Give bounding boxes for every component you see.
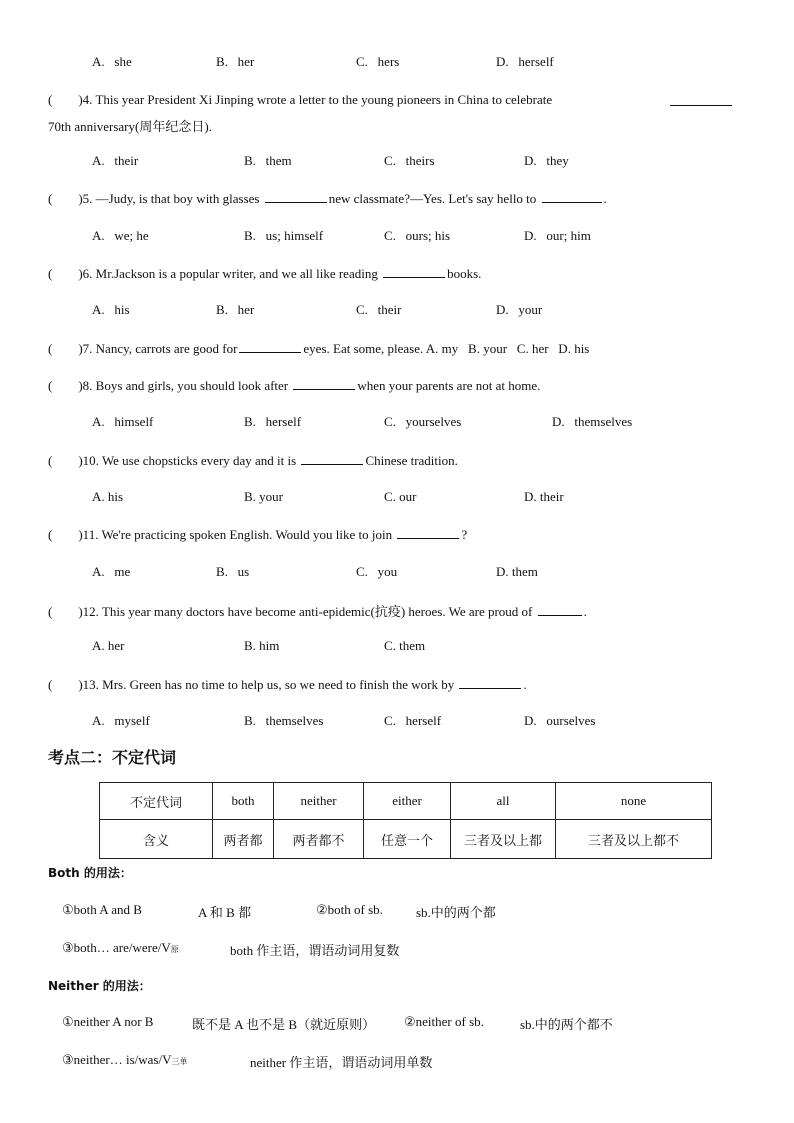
- answer-paren: (: [48, 527, 53, 542]
- option-c: C. our: [384, 489, 417, 504]
- option-b: B. themselves: [244, 713, 324, 728]
- question-10: [48, 452, 458, 469]
- option-a: A. her: [92, 638, 125, 653]
- option-a: A. himself: [92, 414, 154, 429]
- answer-blank[interactable]: [293, 377, 355, 390]
- answer-blank[interactable]: [397, 526, 459, 539]
- option-c: C. theirs: [384, 153, 435, 168]
- option-d: D. them: [496, 564, 538, 579]
- option-d: D. their: [524, 489, 564, 504]
- table-cell: 两者都: [213, 820, 274, 859]
- table-cell: 任意一个: [364, 820, 451, 859]
- question-text: .: [583, 604, 587, 619]
- option-c: C. herself: [384, 713, 442, 728]
- question-text: .: [603, 191, 607, 206]
- question-7: [48, 340, 589, 357]
- option-a: A. she: [92, 54, 132, 69]
- rule-subscript: 三单: [171, 1057, 188, 1066]
- answer-paren: (: [48, 191, 53, 206]
- option-b: B. herself: [244, 414, 302, 429]
- answer-blank[interactable]: [670, 93, 732, 106]
- question-text: when your parents are not at home.: [357, 378, 541, 393]
- option-b: B. us; himself: [244, 228, 324, 243]
- table-cell: 两者都不: [274, 820, 364, 859]
- option-d: D. they: [524, 153, 569, 168]
- neither-rule-1: ①neither A nor B: [62, 1014, 154, 1029]
- rule-subscript: 原: [170, 945, 179, 954]
- table-cell: 不定代词: [100, 783, 213, 820]
- question-text: )6. Mr.Jackson is a popular writer, and we all like reading: [78, 266, 378, 281]
- option-d: D. herself: [496, 54, 554, 69]
- question-text: books.: [447, 266, 482, 281]
- question-4-line2: 70th anniversary(周年纪念日).: [48, 119, 212, 134]
- answer-paren: (: [48, 453, 53, 468]
- option-b: B. us: [216, 564, 250, 579]
- answer-paren: (: [48, 92, 53, 107]
- answer-blank[interactable]: [542, 190, 602, 203]
- question-text: )4. This year President Xi Jinping wrote a letter to the young pioneers in China to celebrate: [78, 92, 553, 107]
- table-row: [100, 820, 712, 859]
- question-text: )10. We use chopsticks every day and it is: [78, 453, 297, 468]
- answer-paren: (: [48, 341, 53, 356]
- question-6: [48, 265, 481, 282]
- both-usage-title: Both 的用法：: [48, 866, 132, 880]
- question-11: [48, 526, 467, 543]
- option-c: C. you: [356, 564, 398, 579]
- table-row: [100, 783, 712, 820]
- option-d: D. ourselves: [524, 713, 596, 728]
- question-text: )12. This year many doctors have become anti-epidemic(抗疫) heroes. We are proud of: [78, 604, 533, 619]
- question-text: .: [523, 677, 527, 692]
- option-d: D. themselves: [552, 414, 633, 429]
- table-cell: neither: [274, 783, 364, 820]
- table-cell: all: [451, 783, 556, 820]
- question-text: new classmate?—Yes. Let's say hello to: [328, 191, 537, 206]
- pronoun-table: [99, 782, 712, 859]
- neither-rule-3-meaning: neither 作主语，谓语动词用单数: [250, 1055, 433, 1070]
- neither-rule-1-meaning: 既不是 A 也不是 B（就近原则）: [192, 1017, 376, 1032]
- option-a: A. myself: [92, 713, 150, 728]
- both-rule-1-meaning: A 和 B 都: [198, 905, 252, 920]
- option-d: D. our; him: [524, 228, 591, 243]
- both-rule-3: [62, 940, 179, 956]
- table-cell: either: [364, 783, 451, 820]
- both-rule-2-meaning: sb.中的两个都: [416, 905, 496, 920]
- question-text: )5. —Judy, is that boy with glasses: [78, 191, 260, 206]
- question-text: )13. Mrs. Green has no time to help us, so we need to finish the work by: [78, 677, 455, 692]
- question-5: [48, 190, 607, 207]
- option-c: C. ours; his: [384, 228, 451, 243]
- table-cell: both: [213, 783, 274, 820]
- table-cell: none: [556, 783, 712, 820]
- question-text: ?: [461, 527, 468, 542]
- answer-paren: (: [48, 266, 53, 281]
- option-c: C. them: [384, 638, 426, 653]
- question-text: )7. Nancy, carrots are good for: [78, 341, 238, 356]
- option-c: C. hers: [356, 54, 400, 69]
- both-rule-2: ②both of sb.: [316, 902, 383, 917]
- option-c: C. yourselves: [384, 414, 462, 429]
- answer-blank[interactable]: [265, 190, 327, 203]
- table-cell: 三者及以上都: [451, 820, 556, 859]
- option-d: D. your: [496, 302, 543, 317]
- option-a: A. his: [92, 489, 124, 504]
- option-a: A. his: [92, 302, 130, 317]
- neither-rule-2: ②neither of sb.: [404, 1014, 484, 1029]
- section-title: 考点二：不定代词: [48, 748, 177, 767]
- neither-rule-2-meaning: sb.中的两个都不: [520, 1017, 613, 1032]
- rule-text: ③both… are/were/V: [62, 940, 171, 955]
- option-b: B. them: [244, 153, 292, 168]
- question-text: )11. We're practicing spoken English. Would you like to join: [78, 527, 393, 542]
- question-text: eyes. Eat some, please. A. my B. your C. her D. his: [303, 341, 590, 356]
- answer-blank[interactable]: [383, 265, 445, 278]
- question-text: Chinese tradition.: [365, 453, 458, 468]
- option-c: C. their: [356, 302, 402, 317]
- answer-blank[interactable]: [239, 340, 301, 353]
- answer-blank[interactable]: [538, 603, 582, 616]
- option-a: A. me: [92, 564, 131, 579]
- neither-usage-title: Neither 的用法：: [48, 979, 151, 993]
- both-rule-3-meaning: both 作主语，谓语动词用复数: [230, 943, 400, 958]
- option-b: B. her: [216, 54, 255, 69]
- question-4: [48, 92, 552, 108]
- answer-paren: (: [48, 604, 53, 619]
- option-b: B. your: [244, 489, 283, 504]
- neither-rule-3: [62, 1052, 188, 1068]
- option-b: B. her: [216, 302, 255, 317]
- table-cell: 含义: [100, 820, 213, 859]
- option-b: B. him: [244, 638, 280, 653]
- both-rule-1: ①both A and B: [62, 902, 142, 917]
- rule-text: ③neither… is/was/V: [62, 1052, 172, 1067]
- option-a: A. their: [92, 153, 139, 168]
- option-a: A. we; he: [92, 228, 149, 243]
- question-12: [48, 601, 587, 620]
- question-13: [48, 676, 527, 693]
- answer-blank[interactable]: [301, 452, 363, 465]
- answer-paren: (: [48, 378, 53, 393]
- table-cell: 三者及以上都不: [556, 820, 712, 859]
- question-8: [48, 377, 540, 394]
- answer-paren: (: [48, 677, 53, 692]
- question-text: )8. Boys and girls, you should look after: [78, 378, 289, 393]
- answer-blank[interactable]: [459, 676, 521, 689]
